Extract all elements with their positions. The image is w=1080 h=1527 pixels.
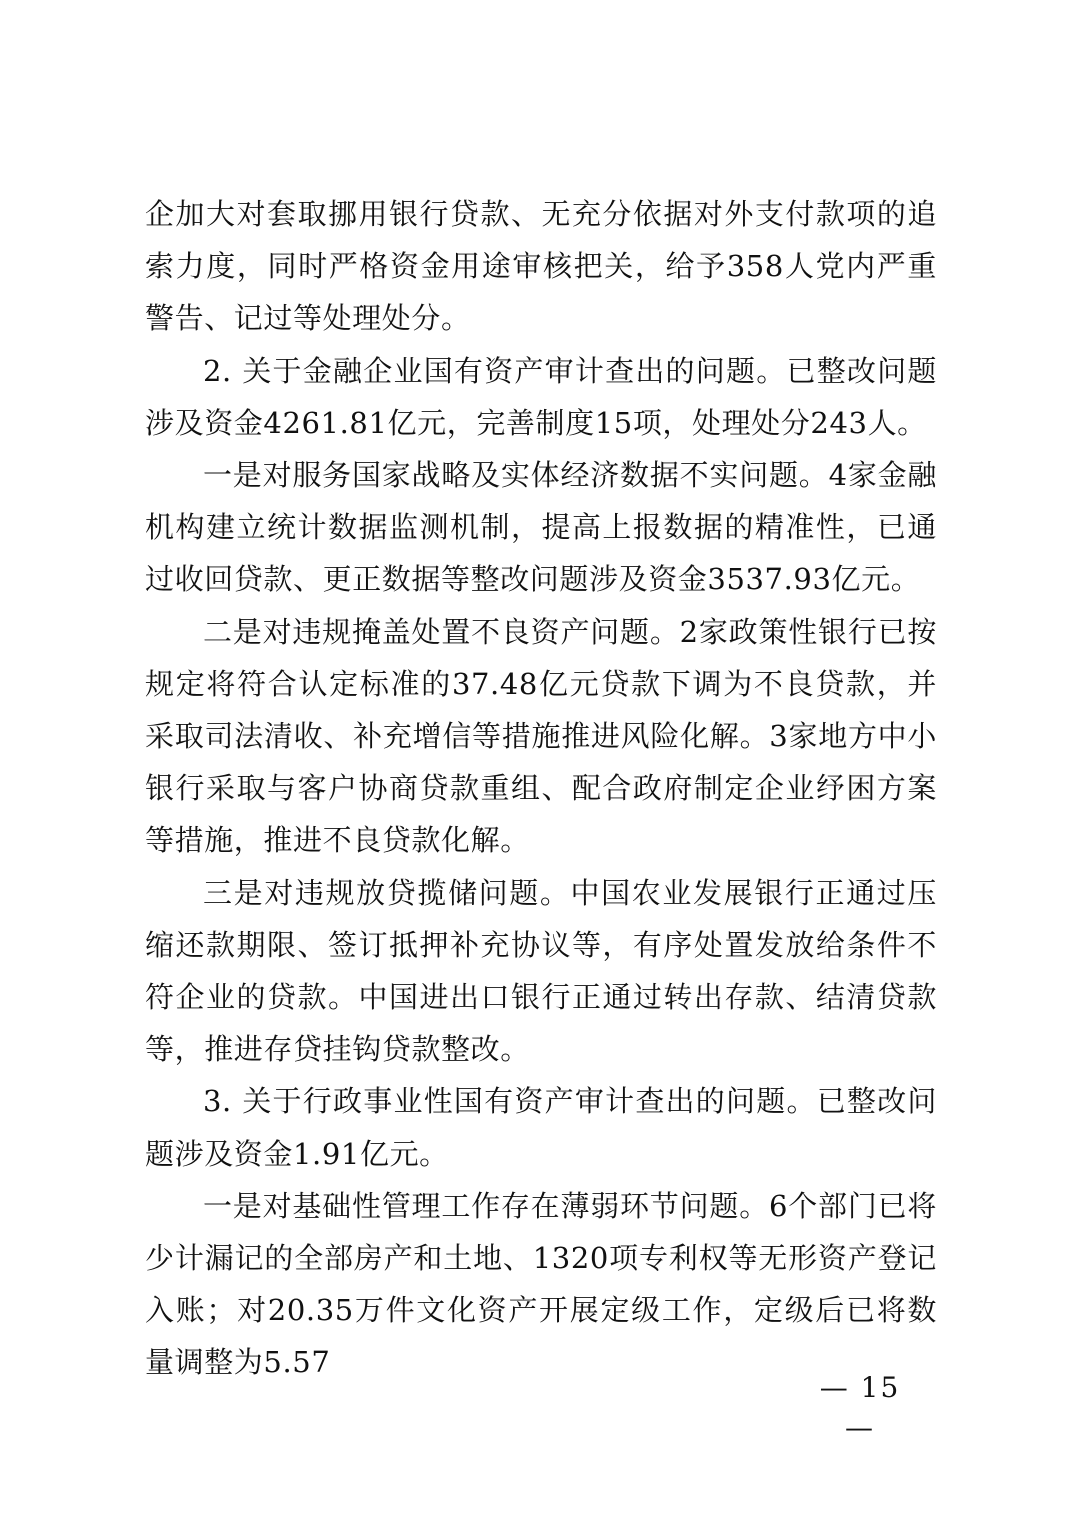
paragraph-continuation: 企加大对套取挪用银行贷款、无充分依据对外支付款项的追索力度，同时严格资金用途审核把关，给予358人党内严重警告、记过等处理处分。 bbox=[145, 197, 937, 336]
page-number: — 15 — bbox=[819, 1371, 901, 1444]
paragraph-nonperforming-assets: 二是对违规掩盖处置不良资产问题。2家政策性银行已按规定将符合认定标准的37.48亿元贷款下调为不良贷款，并采取司法清收、补充增信等措施推进风险化解。3家地方中小银行采取与客户协商贷款重组、配合政府制定企业纾困方案等措施，推进不良贷款化解。 bbox=[145, 614, 937, 858]
paragraph-financial-enterprises: 2. 关于金融企业国有资产审计查出的问题。已整改问题涉及资金4261.81亿元，完善制度15项，处理处分243人。 bbox=[145, 353, 937, 440]
paragraph-administrative-assets: 3. 关于行政事业性国有资产审计查出的问题。已整改问题涉及资金1.91亿元。 bbox=[145, 1084, 937, 1171]
paragraph-lending-deposits: 三是对违规放贷揽储问题。中国农业发展银行正通过压缩还款期限、签订抵押补充协议等，有序处置发放给条件不符企业的贷款。中国进出口银行正通过转出存款、结清贷款等，推进存贷挂钩贷款整改。 bbox=[145, 875, 937, 1067]
body-text bbox=[145, 188, 937, 1389]
paragraph-basic-management: 一是对基础性管理工作存在薄弱环节问题。6个部门已将少计漏记的全部房产和土地、1320项专利权等无形资产登记入账；对20.35万件文化资产开展定级工作，定级后已将数量调整为5.57 bbox=[145, 1188, 937, 1380]
paragraph-data-accuracy: 一是对服务国家战略及实体经济数据不实问题。4家金融机构建立统计数据监测机制，提高上报数据的精准性，已通过收回贷款、更正数据等整改问题涉及资金3537.93亿元。 bbox=[145, 458, 937, 597]
